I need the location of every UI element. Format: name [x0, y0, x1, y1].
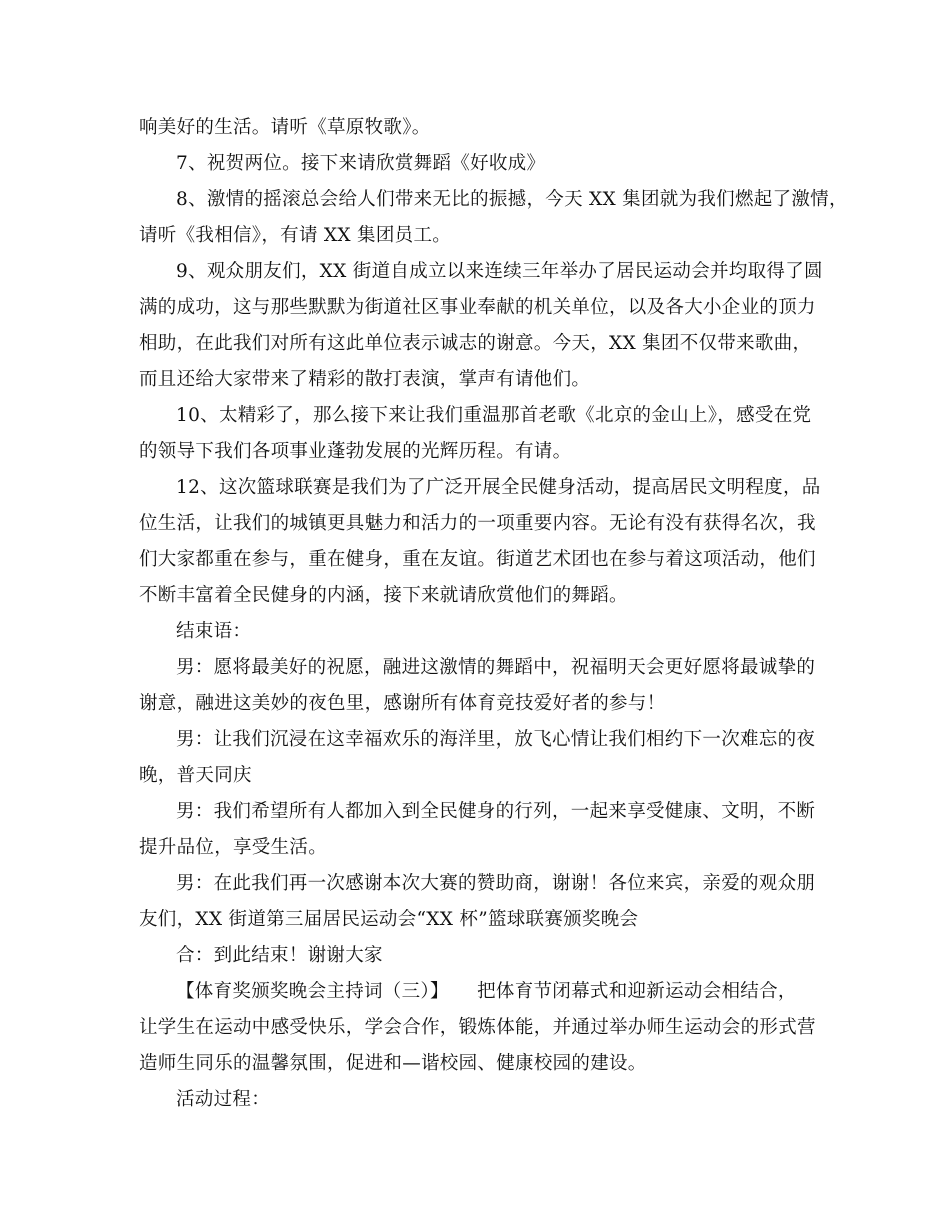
text-line: 响美好的生活。请听《草原牧歌》。 — [139, 117, 431, 138]
text-line: 男：我们希望所有人都加入到全民健身的行列，一起来享受健康、文明，不断 — [176, 801, 816, 822]
section-heading: 结束语： — [176, 621, 252, 642]
text-line: 12、这次篮球联赛是我们为了广泛开展全民健身活动，提高居民文明程度，品 — [176, 477, 821, 498]
text-line: 们大家都重在参与，重在健身，重在友谊。街道艺术团也在参与着这项活动，他们 — [139, 549, 816, 570]
section-heading: 活动过程： — [176, 1089, 271, 1110]
text-line: 位生活，让我们的城镇更具魅力和活力的一项重要内容。无论有没有获得名次，我 — [139, 513, 816, 534]
text-line: 8、激情的摇滚总会给人们带来无比的振撼，今天 XX 集团就为我们燃起了激情， — [176, 189, 848, 210]
text-line: 男：愿将最美好的祝愿，融进这激情的舞蹈中，祝福明天会更好愿将最诚挚的 — [176, 657, 816, 678]
text-line: 男：在此我们再一次感谢本次大赛的赞助商，谢谢！各位来宾，亲爱的观众朋 — [176, 873, 816, 894]
text-line: 9、观众朋友们，XX 街道自成立以来连续三年举办了居民运动会并均取得了圆 — [176, 261, 823, 282]
text-line: 友们，XX 街道第三届居民运动会“XX 杯”篮球联赛颁奖晚会 — [139, 909, 639, 930]
text-line: 【体育奖颁奖晚会主持词（三）】 把体育节闭幕式和迎新运动会相结合， — [176, 981, 797, 1002]
text-line: 请听《我相信》，有请 XX 集团员工。 — [139, 225, 452, 246]
text-line: 让学生在运动中感受快乐，学会合作，锻炼体能，并通过举办师生运动会的形式营 — [139, 1017, 816, 1038]
text-line: 不断丰富着全民健身的内涵，接下来就请欣赏他们的舞蹈。 — [139, 585, 628, 606]
text-line: 的领导下我们各项事业蓬勃发展的光辉历程。有请。 — [139, 441, 572, 462]
text-line: 谢意，融进这美妙的夜色里，感谢所有体育竞技爱好者的参与！ — [139, 693, 666, 714]
text-line: 男：让我们沉浸在这幸福欢乐的海洋里，放飞心情让我们相约下一次难忘的夜 — [176, 729, 816, 750]
text-line: 7、祝贺两位。接下来请欣赏舞蹈《好收成》 — [176, 153, 546, 174]
text-line: 合：到此结束！谢谢大家 — [176, 945, 383, 966]
text-line: 10、太精彩了，那么接下来让我们重温那首老歌《北京的金山上》，感受在党 — [176, 405, 812, 426]
text-line: 提升品位，享受生活。 — [139, 837, 328, 858]
text-line: 造师生同乐的温馨氛围，促进和—谐校园、健康校园的建设。 — [139, 1053, 647, 1074]
text-line: 而且还给大家带来了精彩的散打表演，掌声有请他们。 — [139, 369, 591, 390]
text-line: 晚，普天同庆 — [139, 765, 252, 786]
text-line: 满的成功，这与那些默默为街道社区事业奉献的机关单位，以及各大小企业的顶力 — [139, 297, 816, 318]
text-line: 相助，在此我们对所有这此单位表示诚志的谢意。今天，XX 集团不仅带来歌曲， — [139, 333, 812, 354]
